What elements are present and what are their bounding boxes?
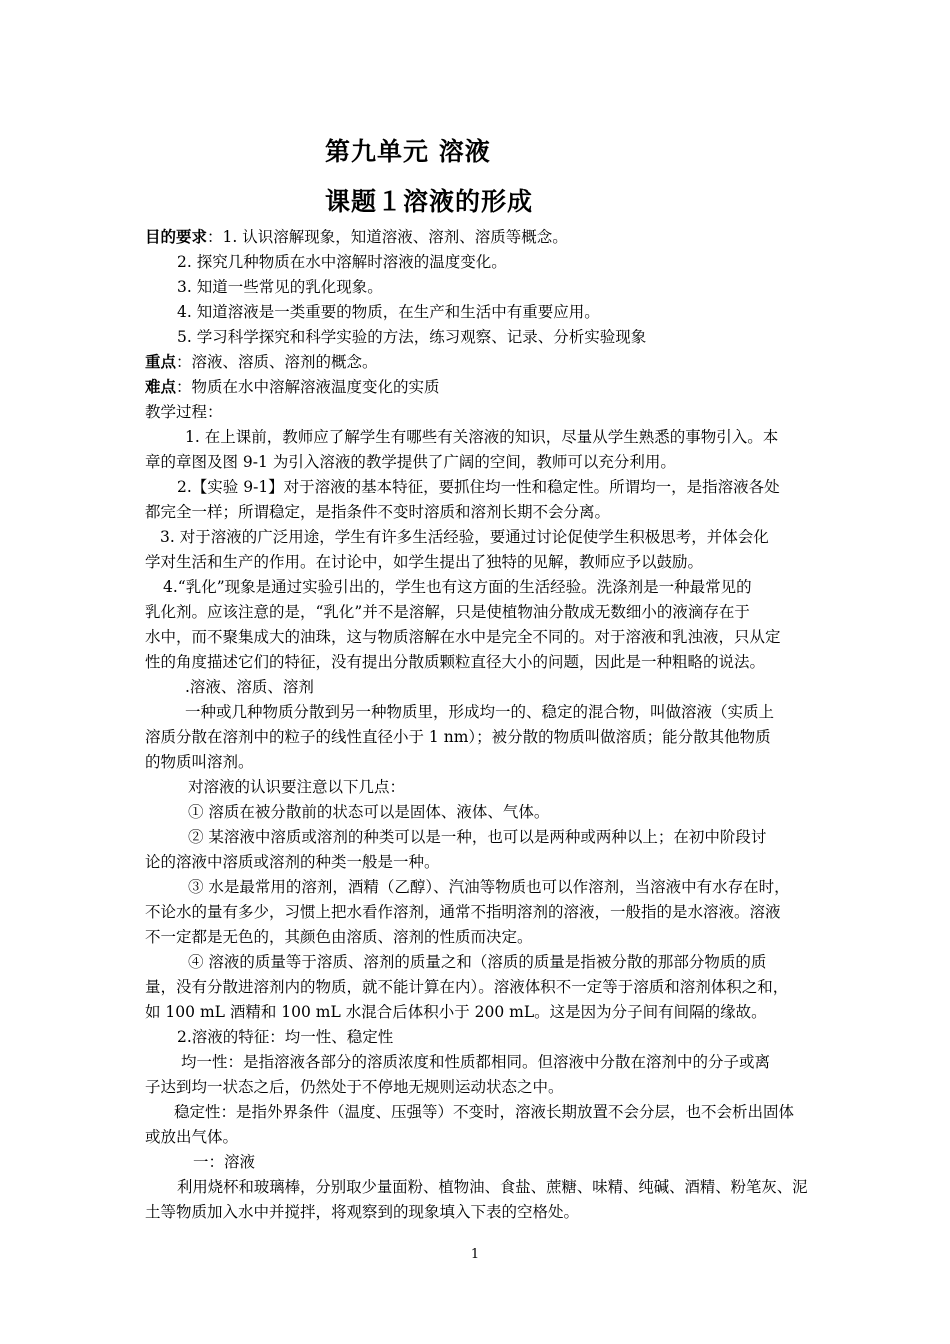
page-number: 1 [470, 1247, 480, 1262]
section-2-heading: 2.溶液的特征：均一性、稳定性 [177, 1028, 394, 1046]
difficult-point [145, 376, 440, 398]
paragraph-2-line-1: 2.【实验 9-1】对于溶液的基本特征，要抓住均一性和稳定性。所谓均一，是指溶液各处 [177, 478, 780, 496]
note-1: ① 溶质在被分散前的状态可以是固体、液体、气体。 [188, 803, 550, 821]
paragraph-2-line-2: 都完全一样；所谓稳定，是指条件不变时溶质和溶剂长期不会分离。 [145, 503, 611, 521]
paragraph-4-line-2: 乳化剂。应该注意的是，“乳化”并不是溶解，只是使植物油分散成无数细小的液滴存在于 [145, 603, 750, 621]
paragraph-1-line-1: 1. 在上课前，教师应了解学生有哪些有关溶液的知识，尽量从学生熟悉的事物引入。本 [185, 428, 779, 446]
experiment-line-1: 利用烧杯和玻璃棒，分别取少量面粉、植物油、食盐、蔗糖、味精、纯碱、酒精、粉笔灰、泥 [177, 1178, 808, 1196]
section-3-heading: 一：溶液 [193, 1153, 256, 1171]
paragraph-3-line-1: 3. 对于溶液的广泛用途，学生有许多生活经验，要通过讨论促使学生积极思考，并体会化 [160, 528, 769, 546]
notes-intro: 对溶液的认识要注意以下几点： [188, 778, 406, 796]
paragraph-4-line-3: 水中，而不聚集成大的油珠，这与物质溶解在水中是完全不同的。对于溶液和乳浊液，只从定 [145, 628, 781, 646]
objective-3: 3. 知道一些常见的乳化现象。 [177, 278, 383, 296]
uniformity-line-2: 子达到均一状态之后，仍然处于不停地无规则运动状态之中。 [145, 1078, 564, 1096]
note-4-line-3: 如 100 mL 酒精和 100 mL 水混合后体积小于 200 mL。这是因为分子间有间隔的缘故。 [145, 1003, 767, 1021]
paragraph-1-line-2: 章的章图及图 9-1 为引入溶液的教学提供了广阔的空间，教师可以充分利用。 [145, 453, 676, 471]
key-point [145, 351, 378, 373]
key-text: ：溶液、溶质、溶剂的概念。 [176, 353, 378, 371]
uniformity-line-1: 均一性：是指溶液各部分的溶质浓度和性质都相同。但溶液中分散在溶剂中的分子或离 [181, 1053, 771, 1071]
section-1-heading: .溶液、溶质、溶剂 [185, 678, 314, 696]
objective-1: ：1. 认识溶解现象，知道溶液、溶剂、溶质等概念。 [207, 228, 568, 246]
objective-2: 2. 探究几种物质在水中溶解时溶液的温度变化。 [177, 253, 507, 271]
stability-line-1: 稳定性：是指外界条件（温度、压强等）不变时，溶液长期放置不会分层，也不会析出固体 [174, 1103, 795, 1121]
note-2-line-1: ② 某溶液中溶质或溶剂的种类可以是一种，也可以是两种或两种以上；在初中阶段讨 [188, 828, 767, 846]
objective-4: 4. 知道溶液是一类重要的物质，在生产和生活中有重要应用。 [177, 303, 600, 321]
objectives-line-1 [145, 226, 568, 248]
paragraph-3-line-2: 学对生活和生产的作用。在讨论中，如学生提出了独特的见解，教师应予以鼓励。 [145, 553, 704, 571]
objective-5: 5. 学习科学探究和科学实验的方法，练习观察、记录、分析实验现象 [177, 328, 647, 346]
difficult-label: 难点 [145, 377, 177, 396]
objectives-label: 目的要求 [145, 227, 208, 246]
note-3-line-3: 不一定都是无色的，其颜色由溶质、溶剂的性质而决定。 [145, 928, 533, 946]
unit-title: 第九单元 溶液 [325, 137, 491, 166]
definition-line-3: 的物质叫溶剂。 [145, 753, 254, 771]
experiment-line-2: 土等物质加入水中并搅拌，将观察到的现象填入下表的空格处。 [145, 1203, 580, 1221]
paragraph-4-line-4: 性的角度描述它们的特征，没有提出分散质颗粒直径大小的问题，因此是一种粗略的说法。 [145, 653, 766, 671]
note-3-line-1: ③ 水是最常用的溶剂，酒精（乙醇）、汽油等物质也可以作溶剂，当溶液中有水存在时， [188, 878, 790, 896]
lesson-title: 课题１溶液的形成 [325, 187, 534, 216]
note-3-line-2: 不论水的量有多少，习惯上把水看作溶剂，通常不指明溶剂的溶液，一般指的是水溶液。溶液 [145, 903, 781, 921]
stability-line-2: 或放出气体。 [145, 1128, 239, 1146]
note-4-line-2: 量，没有分散进溶剂内的物质，就不能计算在内）。溶液体积不一定等于溶质和溶剂体积之和， [145, 978, 789, 996]
paragraph-4-line-1: 4.“乳化”现象是通过实验引出的，学生也有这方面的生活经验。洗涤剂是一种最常见的 [163, 578, 752, 596]
difficult-text: ：物质在水中溶解溶液温度变化的实质 [176, 378, 440, 396]
definition-line-1: 一种或几种物质分散到另一种物质里，形成均一的、稳定的混合物，叫做溶液（实质上 [185, 703, 775, 721]
key-label: 重点 [145, 352, 177, 371]
definition-line-2: 溶质分散在溶剂中的粒子的线性直径小于 1 nm）；被分散的物质叫做溶质；能分散其他物质 [145, 728, 771, 746]
note-2-line-2: 论的溶液中溶质或溶剂的种类一般是一种。 [145, 853, 440, 871]
process-heading: 教学过程： [145, 403, 223, 421]
note-4-line-1: ④ 溶液的质量等于溶质、溶剂的质量之和（溶质的质量是指被分散的那部分物质的质 [188, 953, 767, 971]
